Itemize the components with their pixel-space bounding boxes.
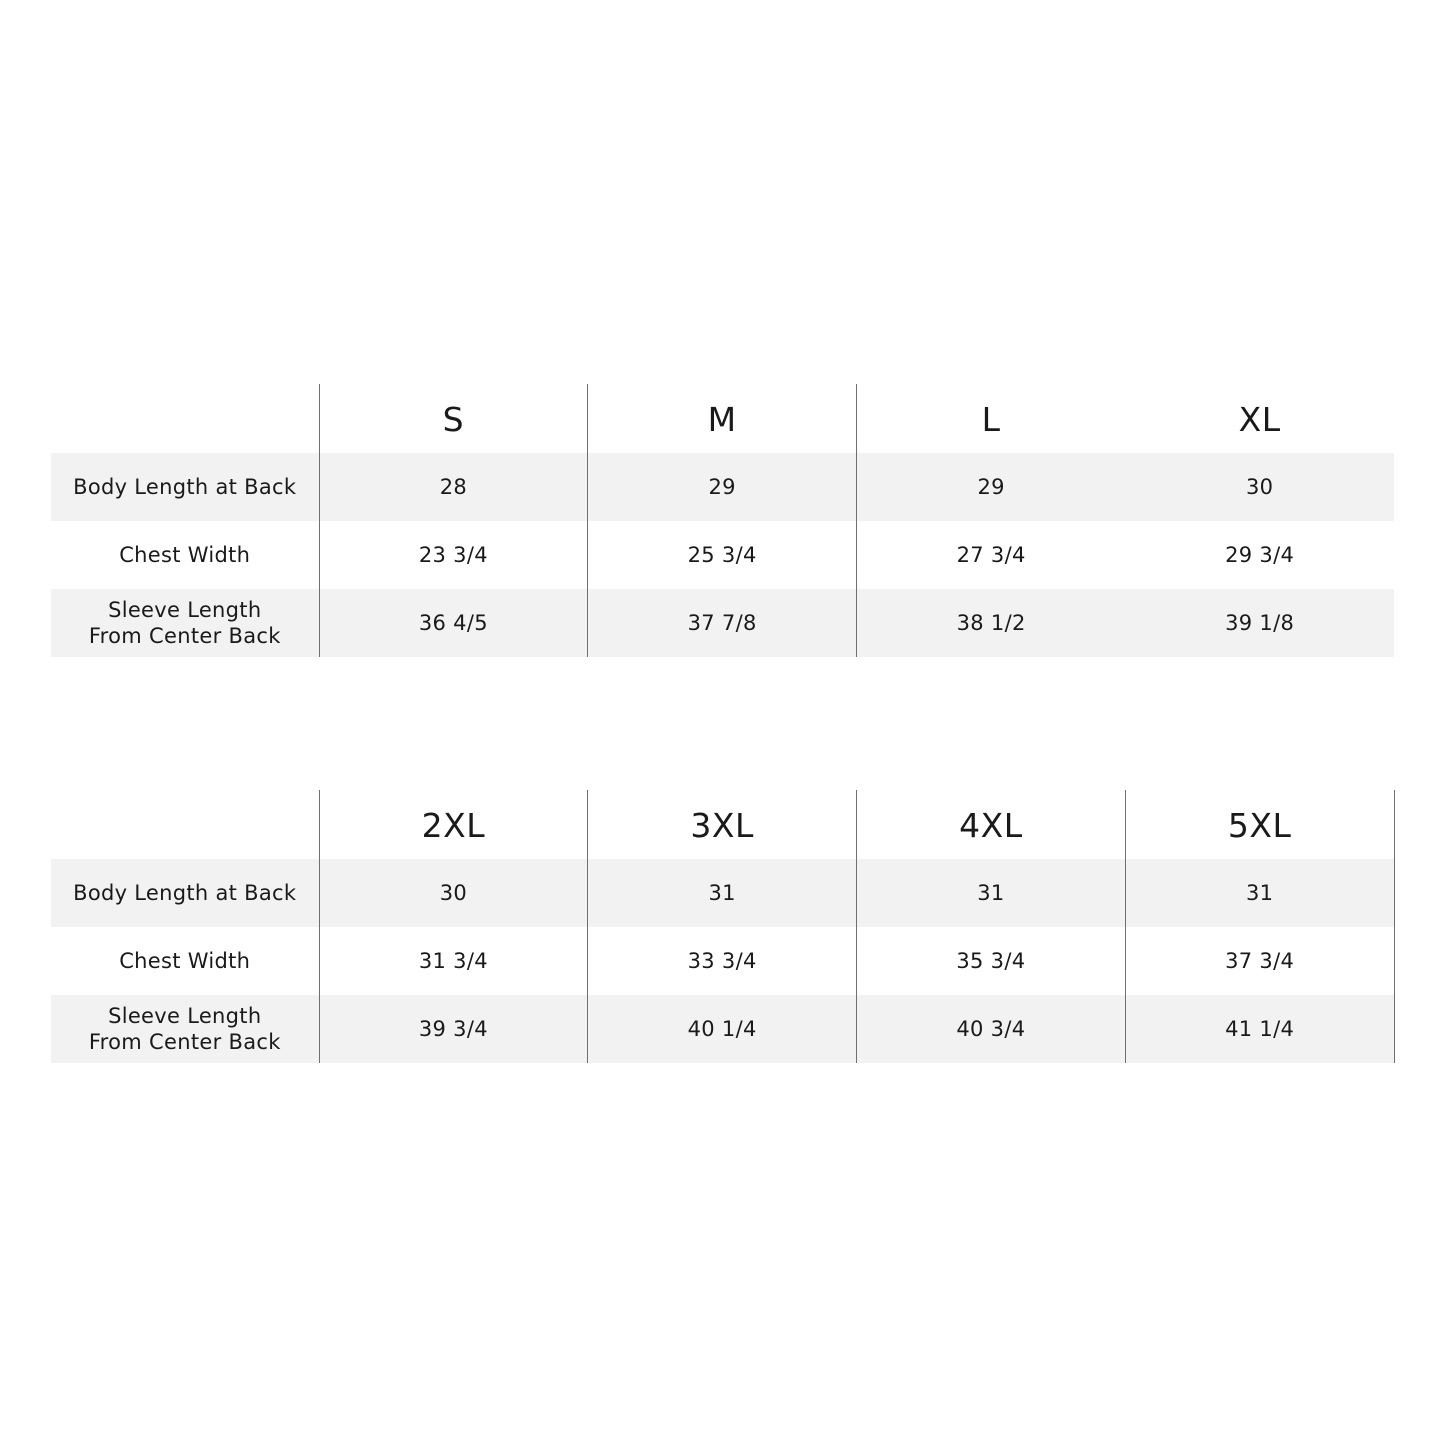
size-header: 3XL <box>588 790 857 859</box>
table-cell: 39 3/4 <box>319 995 588 1063</box>
table-cell: 29 3/4 <box>1225 543 1295 567</box>
table-row <box>51 995 1394 1063</box>
table-row <box>51 859 1394 927</box>
table-cell: 31 <box>588 859 857 927</box>
table-cell: 29 <box>588 453 857 521</box>
table-row <box>51 521 1394 589</box>
row-label: Sleeve Length From Center Back <box>51 995 319 1063</box>
table-cell: 31 <box>1125 859 1394 927</box>
empty-corner-cell <box>51 790 319 859</box>
row-label: Chest Width <box>119 543 251 567</box>
row-label: Body Length at Back <box>51 859 319 927</box>
size-header-row <box>51 384 1394 453</box>
table-cell: 37 7/8 <box>588 589 857 657</box>
table-cell: 31 3/4 <box>319 927 588 995</box>
size-header: S <box>319 384 588 453</box>
row-label: Chest Width <box>119 949 251 973</box>
table-cell: 39 1/8 <box>1125 589 1394 657</box>
table-cell: 36 4/5 <box>319 589 588 657</box>
size-header: XL <box>1238 400 1281 439</box>
size-header: 2XL <box>319 790 588 859</box>
table-row <box>51 927 1394 995</box>
row-label: Body Length at Back <box>51 453 319 521</box>
table-cell: 40 3/4 <box>857 995 1126 1063</box>
table-cell: 33 3/4 <box>588 927 857 995</box>
table-cell: 28 <box>319 453 588 521</box>
table-cell: 23 3/4 <box>319 521 588 589</box>
table-cell: 30 <box>319 859 588 927</box>
row-label: Sleeve Length From Center Back <box>51 589 319 657</box>
table-cell: 35 3/4 <box>857 927 1126 995</box>
size-header-row <box>51 790 1394 859</box>
table-row <box>51 453 1394 521</box>
size-header: 5XL <box>1125 790 1394 859</box>
table-cell: 38 1/2 <box>857 589 1126 657</box>
table-cell: 30 <box>1125 453 1394 521</box>
size-chart-table-1 <box>51 384 1394 657</box>
table-cell: 37 3/4 <box>1125 927 1394 995</box>
table-row <box>51 589 1394 657</box>
size-header: 4XL <box>857 790 1126 859</box>
table-cell: 31 <box>857 859 1126 927</box>
table-cell: 41 1/4 <box>1125 995 1394 1063</box>
table-cell: 29 <box>857 453 1126 521</box>
empty-corner-cell <box>51 384 319 453</box>
size-chart-table-2 <box>51 790 1395 1063</box>
size-header: M <box>588 384 857 453</box>
table-cell: 25 3/4 <box>588 521 857 589</box>
table-cell: 27 3/4 <box>857 521 1126 589</box>
size-header: L <box>857 384 1126 453</box>
table-cell: 40 1/4 <box>588 995 857 1063</box>
